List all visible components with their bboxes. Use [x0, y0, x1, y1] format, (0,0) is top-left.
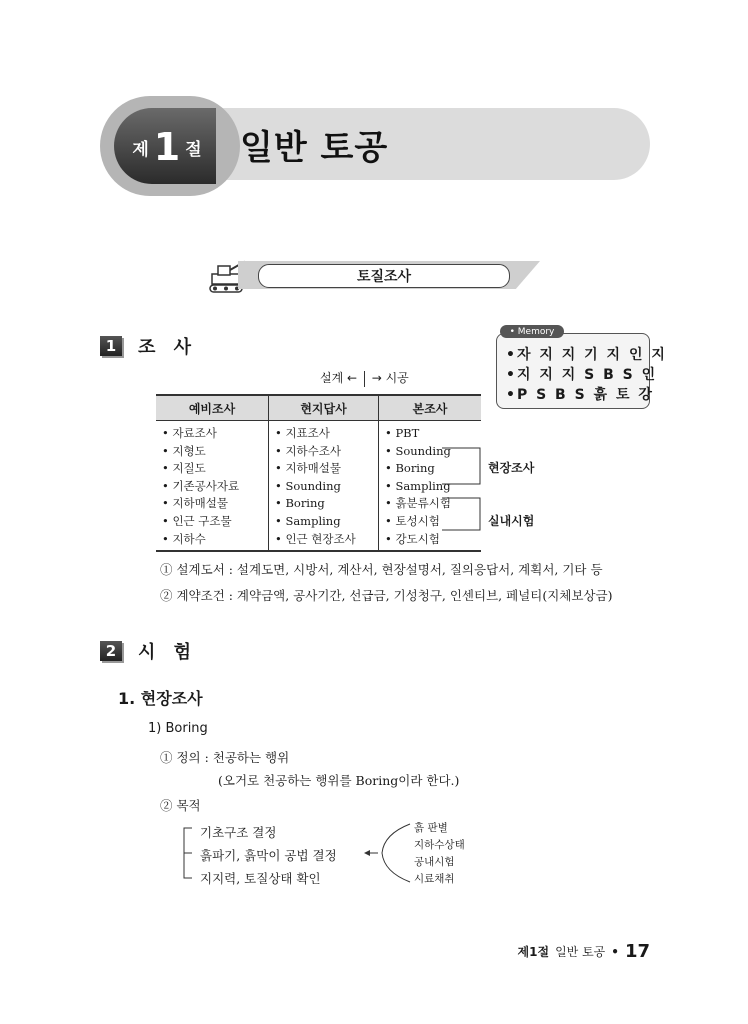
- chapter-number-digit: 1: [153, 125, 181, 169]
- table-cell: • 지질도: [162, 461, 206, 476]
- definition-detail: (오거로 천공하는 행위를 Boring이라 한다.): [218, 773, 460, 788]
- table-cell: • 지하수조사: [275, 443, 341, 458]
- purpose-item: 지지력, 토질상태 확인: [200, 871, 321, 886]
- table-column: [269, 421, 379, 552]
- table-cell: • 인근 구조물: [162, 513, 232, 528]
- memory-tag: • Memory: [500, 325, 564, 338]
- section-title: 조 사: [138, 337, 198, 358]
- flow-divider: [364, 371, 365, 387]
- related-list: [414, 820, 465, 888]
- note-design-documents: ① 설계도서 : 설계도면, 시방서, 계산서, 현장설명서, 질의응답서, 계획서, 기타 등: [160, 562, 603, 577]
- table-cell: • 흙분류시험: [385, 496, 451, 511]
- flow-right: → 시공: [371, 371, 409, 385]
- chapter-suffix: 절: [185, 139, 202, 160]
- table-cell: • 인근 현장조사: [275, 531, 356, 546]
- table-cell: • 자료조사: [162, 426, 217, 440]
- related-item: 공내시험: [414, 856, 455, 868]
- table-cell: • Sampling: [275, 513, 341, 528]
- related-item: 흙 판별: [414, 822, 448, 834]
- table-cell: • Sampling: [385, 478, 451, 493]
- page-footer: [518, 941, 650, 962]
- table-cell: • 지하매설물: [275, 461, 341, 476]
- note-contract-conditions: ② 계약조건 : 계약금액, 공사기간, 선급금, 기성청구, 인센티브, 페널티(지체보상금): [160, 588, 613, 603]
- group-brackets: [440, 442, 486, 532]
- banner-label: 토질조사: [258, 264, 510, 288]
- design-construction-flow: [320, 369, 409, 387]
- memory-line: •P S B S 흙 토 강: [506, 387, 654, 403]
- purpose-item: 기초구조 결정: [200, 825, 277, 840]
- purpose-label: ② 목적: [160, 798, 201, 813]
- chapter-prefix: 제: [132, 139, 149, 160]
- table-cell: • 지형도: [162, 443, 206, 458]
- definition-label: ① 정의 : 천공하는 행위: [160, 750, 290, 765]
- table-cell: • Sounding: [275, 478, 341, 493]
- related-item: 시료채취: [414, 873, 455, 885]
- table-cell: • 기존공사자료: [162, 478, 240, 493]
- subsection-title: 1. 현장조사: [118, 689, 203, 708]
- table-column: [156, 421, 269, 552]
- table-header: 예비조사: [156, 395, 269, 421]
- table-cell: • 지하수: [162, 531, 206, 546]
- section-number-badge: 2: [100, 641, 122, 661]
- investigation-table: [156, 394, 481, 552]
- purpose-item: 흙파기, 흙막이 공법 결정: [200, 848, 337, 863]
- table-cell: • 강도시험: [385, 531, 440, 546]
- table-header: 현지답사: [269, 395, 379, 421]
- footer-bullet: •: [611, 944, 619, 959]
- section-number-badge: 1: [100, 336, 122, 356]
- table-cell: • Boring: [385, 461, 435, 476]
- flow-left: 설계 ←: [320, 371, 358, 385]
- boring-heading: 1) Boring: [148, 721, 208, 736]
- memory-line: •지 지 지 S B S 인: [506, 367, 658, 383]
- page-number: 17: [624, 941, 650, 962]
- table-cell: • 지표조사: [275, 426, 330, 440]
- group-label-field: 현장조사: [488, 461, 535, 475]
- table-cell: • 토성시험: [385, 513, 440, 528]
- related-item: 지하수상태: [414, 839, 465, 851]
- chapter-title: 일반 토공: [240, 128, 389, 168]
- table-cell: • Boring: [275, 496, 325, 511]
- table-cell: • Sounding: [385, 443, 451, 458]
- group-label-lab: 실내시험: [488, 514, 535, 528]
- chapter-number: [122, 122, 212, 172]
- table-cell: • 지하매설물: [162, 496, 228, 511]
- section-title: 시 험: [138, 642, 198, 663]
- table-cell: • PBT: [385, 426, 420, 440]
- table-header: 본조사: [379, 395, 482, 421]
- footer-title: 일반 토공: [555, 945, 606, 959]
- footer-chapter: 제1절: [517, 945, 550, 959]
- memory-line: •자 지 지 기 지 인 지: [506, 347, 667, 363]
